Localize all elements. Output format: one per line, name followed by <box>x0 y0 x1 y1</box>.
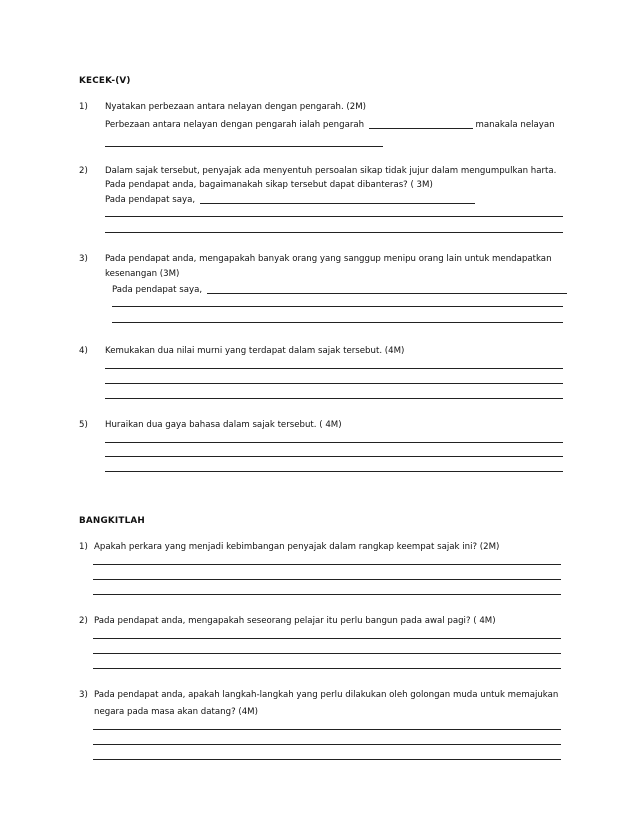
question-text: Pada pendapat anda, mengapakah seseorang pelajar itu perlu bangun pada awal pagi? ( 4M) <box>94 616 496 626</box>
answer-blank[interactable] <box>369 128 473 129</box>
answer-line[interactable] <box>93 564 561 565</box>
answer-line[interactable] <box>105 216 563 217</box>
question-text-continued: kesenangan (3M) <box>105 269 180 279</box>
question-text: Pada pendapat anda, apakah langkah-langkah yang perlu dilakukan oleh golongan muda untuk memajukan <box>94 690 559 700</box>
question-number: 1) <box>79 102 88 112</box>
question-text-continued: Pada pendapat anda, bagaimanakah sikap tersebut dapat dibanteras? ( 3M) <box>105 180 433 190</box>
answer-line[interactable] <box>105 368 563 369</box>
answer-line[interactable] <box>93 668 561 669</box>
answer-line[interactable] <box>112 322 563 323</box>
answer-line[interactable] <box>93 729 561 730</box>
answer-line[interactable] <box>105 442 563 443</box>
answer-line[interactable] <box>93 594 561 595</box>
answer-line[interactable] <box>105 456 563 457</box>
answer-line[interactable] <box>93 653 561 654</box>
question-number: 3) <box>79 254 88 264</box>
answer-lead-text: Pada pendapat saya, <box>105 195 196 205</box>
answer-blank[interactable] <box>200 203 475 204</box>
question-number: 3) <box>79 690 88 700</box>
question-number: 1) <box>79 542 88 552</box>
answer-line[interactable] <box>105 146 383 147</box>
section-title-bangkitlah: BANGKITLAH <box>79 516 145 526</box>
answer-line[interactable] <box>105 471 563 472</box>
answer-lead-text: Perbezaan antara nelayan dengan pengarah ialah pengarah <box>105 120 365 130</box>
question-text: Apakah perkara yang menjadi kebimbangan penyajak dalam rangkap keempat sajak ini? (2M) <box>94 542 500 552</box>
answer-line[interactable] <box>93 759 561 760</box>
question-number: 5) <box>79 420 88 430</box>
answer-lead-text: Pada pendapat saya, <box>112 285 203 295</box>
answer-line[interactable] <box>105 383 563 384</box>
answer-mid-text: manakala nelayan <box>475 120 555 130</box>
question-text-continued: negara pada masa akan datang? (4M) <box>94 707 258 717</box>
question-text: Huraikan dua gaya bahasa dalam sajak tersebut. ( 4M) <box>105 420 342 430</box>
answer-line[interactable] <box>112 306 563 307</box>
question-text: Pada pendapat anda, mengapakah banyak orang yang sanggup menipu orang lain untuk mendapatkan <box>105 254 552 264</box>
question-text: Dalam sajak tersebut, penyajak ada menyentuh persoalan sikap tidak jujur dalam mengumpulkan harta. <box>105 166 557 176</box>
answer-line[interactable] <box>105 398 563 399</box>
question-number: 4) <box>79 346 88 356</box>
question-number: 2) <box>79 616 88 626</box>
question-text: Nyatakan perbezaan antara nelayan dengan pengarah. (2M) <box>105 102 367 112</box>
answer-line[interactable] <box>93 744 561 745</box>
answer-prompt-row <box>105 195 475 205</box>
question-text: Kemukakan dua nilai murni yang terdapat dalam sajak tersebut. (4M) <box>105 346 405 356</box>
section-title-kecek: KECEK-(V) <box>79 76 131 86</box>
answer-line[interactable] <box>93 579 561 580</box>
question-number: 2) <box>79 166 88 176</box>
answer-prompt-row <box>112 285 567 295</box>
answer-line[interactable] <box>93 638 561 639</box>
answer-line[interactable] <box>105 232 563 233</box>
answer-blank[interactable] <box>207 293 567 294</box>
answer-prompt-row <box>105 120 555 130</box>
